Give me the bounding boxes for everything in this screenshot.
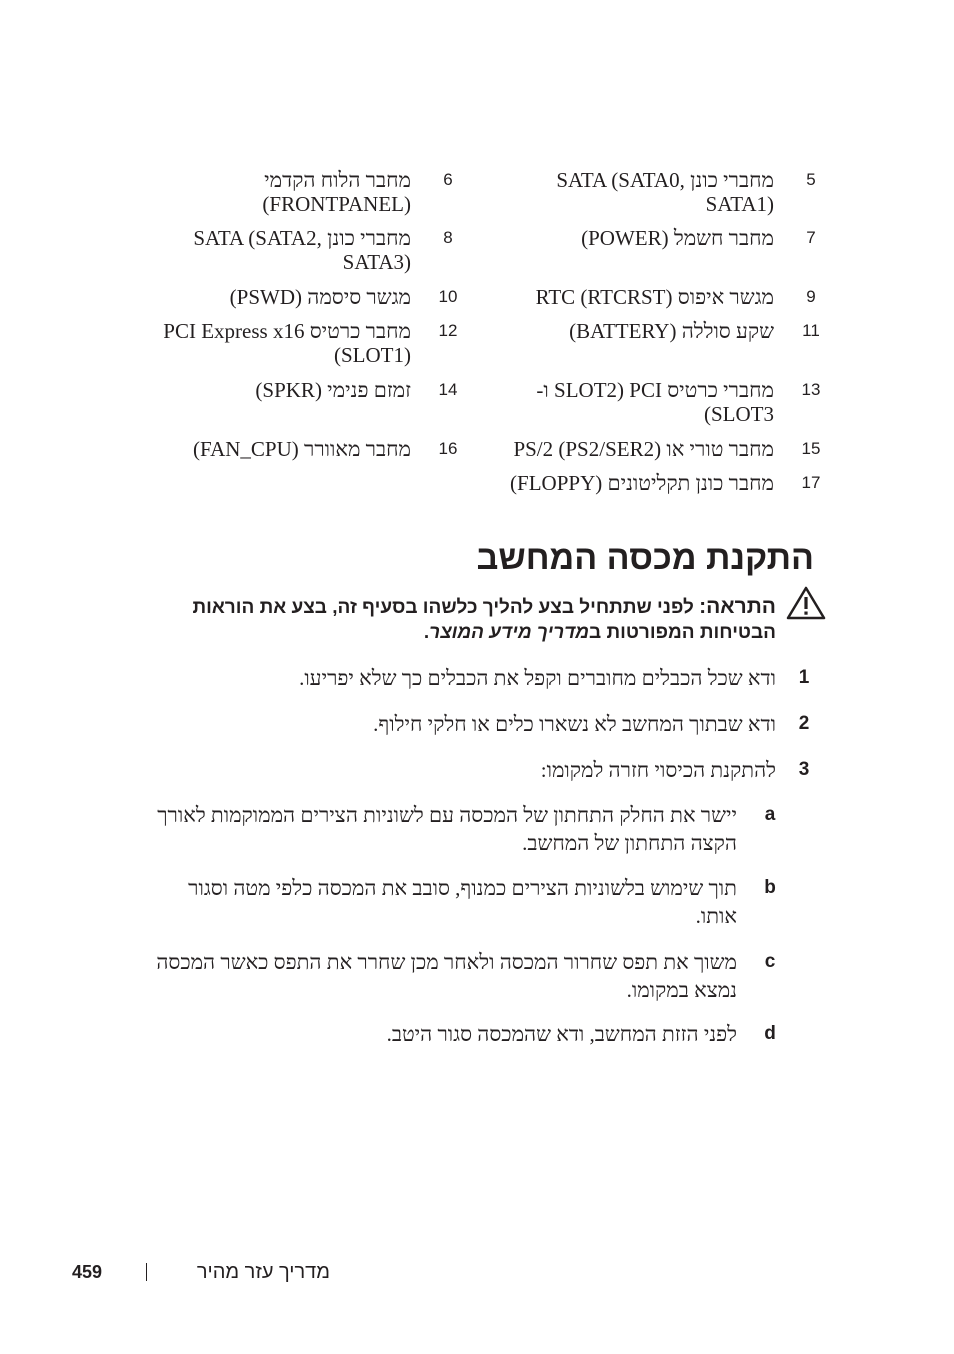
footer-guide-title: מדריך עזר מהיר [196,1261,330,1283]
connector-number: 14 [438,380,458,399]
connector-label: מחבר חשמל (POWER) [581,226,774,250]
connector-label: מחברי כונן SATA (SATA2, SATA3) [193,226,411,274]
substep-text-line: הקצה התחתון של המחשב. [522,831,737,855]
step-text: ודא שכל הכבלים מחוברים וקפל את הכבלים כך שלא יפריעו. [299,666,776,690]
connector-label: מחבר מאוורר (FAN_CPU) [192,437,411,461]
step-number: 3 [798,759,810,780]
substep-text-line: משוך את תפס שחרור המכסה ולאחר מכן שחרר את התפס כאשר המכסה [156,950,737,974]
substep-letter: b [764,877,776,898]
connector-label: שקע סוללה (BATTERY) [569,319,774,343]
page-number: 459 [72,1262,103,1282]
connector-number: 10 [438,287,458,306]
step-number: 1 [798,667,810,688]
connector-number: 16 [438,439,458,458]
connector-label: מחבר כונן תקליטונים (FLOPPY) [510,471,774,495]
substep-text-line: יישר את החלק התחתון של המכסה עם לשוניות הצירים הממוקמות לאורך [157,803,737,827]
step-text: ודא שבתוך המחשב לא נשארו כלים או חלקי חילוף. [373,712,776,736]
warning-icon [786,586,826,620]
step-text: להתקנת הכיסוי חזרה למקומו: [540,758,776,782]
footer-divider [146,1263,147,1281]
connector-label: מחבר הלוח הקדמי (FRONTPANEL) [262,168,411,216]
substep-letter: a [764,804,776,825]
connector-number: 6 [443,170,453,189]
warning-text [120,594,776,645]
substep-letter: d [764,1023,776,1044]
connector-number: 15 [801,439,821,458]
substep-text-line: לפני הזזת המחשב, ודא שהמכסה סגור היטב. [386,1022,737,1046]
connector-label: מגשר סיסמה (PSWD) [229,285,411,309]
connector-label: מחברי כונן SATA (SATA0, SATA1) [556,168,774,216]
substep-text-line: אותו. [695,904,737,928]
connector-number: 7 [806,228,816,247]
connector-number: 13 [801,380,821,399]
warning-label: התראה: [699,595,776,618]
warning-end: . [423,622,430,643]
connector-label: מחבר כרטיס PCI Express x16 (SLOT1) [163,319,411,367]
step-number: 2 [798,713,810,734]
product-guide-name: מדריך מידע המוצר [429,622,590,643]
connector-label: מחברי כרטיס PCI (SLOT2 ו-SLOT3) [536,378,774,426]
section-title: התקנת מכסה המחשב [476,539,814,577]
connector-number: 11 [802,321,820,340]
connector-number: 8 [443,228,453,247]
connector-number: 5 [806,170,816,189]
connector-label: מחבר טורי או PS/2 (PS2/SER2) [513,437,774,461]
connector-number: 12 [438,321,458,340]
connector-number: 9 [806,287,816,306]
connector-label: זמזם פנימי (SPKR) [255,378,411,402]
substep-letter: c [764,951,776,972]
connector-number: 17 [801,473,821,492]
substep-text-line: תוך שימוש בלשוניות הצירים כמנוף, סובב את המכסה כלפי מטה וסגור [188,876,737,900]
warning-body: לפני שתתחיל בצע להליך כלשהו בסעיף זה, בצע את הוראות הבטיחות המפורטות ב [192,597,776,643]
substep-text-line: נמצא במקומו. [626,978,737,1002]
connector-label: מגשר איפוס RTC (RTCRST) [535,285,774,309]
